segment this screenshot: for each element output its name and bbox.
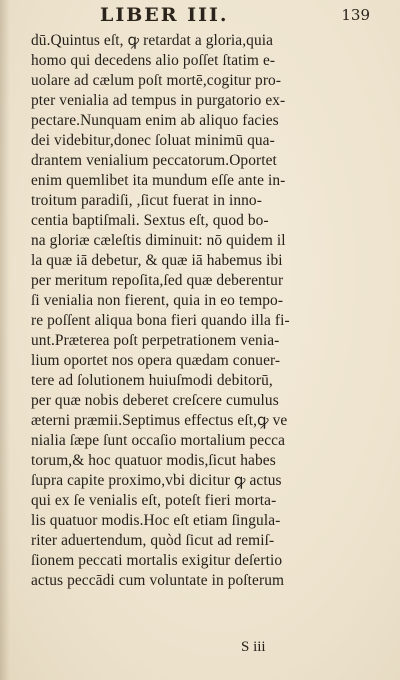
text-line: ſupra capite proximo,vbi dicitur ꝙ actus xyxy=(31,472,282,489)
text-line: lis quatuor modis.Hoc eſt etiam ſingula- xyxy=(31,512,281,529)
text-line: dū.Quintus eſt, ꝙ retardat a gloria,quia xyxy=(31,32,274,49)
text-line: ſi venialia non fierent, quia in eo tempo- xyxy=(31,292,284,309)
text-line: actus peccādi cum voluntate in poſterum xyxy=(31,572,285,589)
running-head xyxy=(0,4,400,28)
text-line: per quæ nobis deberet creſcere cumulus xyxy=(31,392,279,409)
text-line: pter venialia ad tempus in purgatorio ex- xyxy=(31,92,286,109)
text-line: na gloriæ cæleſtis diminuit: nō quidem il xyxy=(31,232,286,249)
page-number: 139 xyxy=(341,6,370,24)
text-line: enim quemlibet ita mundum eſſe ante in- xyxy=(31,172,286,189)
text-line: drantem venialium peccatorum.Oportet xyxy=(31,152,277,169)
text-line: nialia ſæpe ſunt occaſio mortalium pecca xyxy=(31,432,286,449)
text-line: torum,& hoc quatuor modis,ſicut habes xyxy=(31,452,276,469)
text-line: troitum paradiſi, ,ſicut fuerat in inno- xyxy=(31,192,262,209)
gutter-shadow xyxy=(0,0,10,680)
text-line: per meritum repoſita,ſed quæ deberentur xyxy=(31,272,284,289)
signature-mark: S iii xyxy=(241,639,266,655)
text-line: tere ad ſolutionem huiuſmodi debitorū, xyxy=(31,372,273,389)
text-line: la quæ iā debetur, & quæ iā habemus ibi xyxy=(31,252,283,269)
text-line: ſionem peccati mortalis exigitur deſertio xyxy=(31,552,283,569)
text-line: re poſſent aliqua bona fieri quando illa fi- xyxy=(31,312,290,329)
text-line: unt.Præterea poſt perpetrationem venia- xyxy=(31,332,280,349)
text-line: homo qui decedens alio poſſet ſtatim e- xyxy=(31,52,276,69)
text-line: dei videbitur,donec ſoluat minimū qua- xyxy=(31,132,275,149)
text-line: riter aduertendum, quòd ſicut ad remiſ- xyxy=(31,532,275,549)
text-line: lium oportet nos opera quædam conuer- xyxy=(31,352,281,369)
text-line: æterni præmii.Septimus effectus eſt,ꝙ ve xyxy=(31,412,288,429)
text-line: centia baptiſmali. Sextus eſt, quod bo- xyxy=(31,212,269,229)
text-line: pectare.Nunquam enim ab aliquo facies xyxy=(31,112,279,129)
body-text xyxy=(31,31,353,591)
running-title: LIBER III. xyxy=(100,4,229,26)
text-line: uolare ad cælum poſt mortē,cogitur pro- xyxy=(31,72,282,89)
text-line: qui ex ſe venialis eſt, poteſt fieri morta- xyxy=(31,492,277,509)
